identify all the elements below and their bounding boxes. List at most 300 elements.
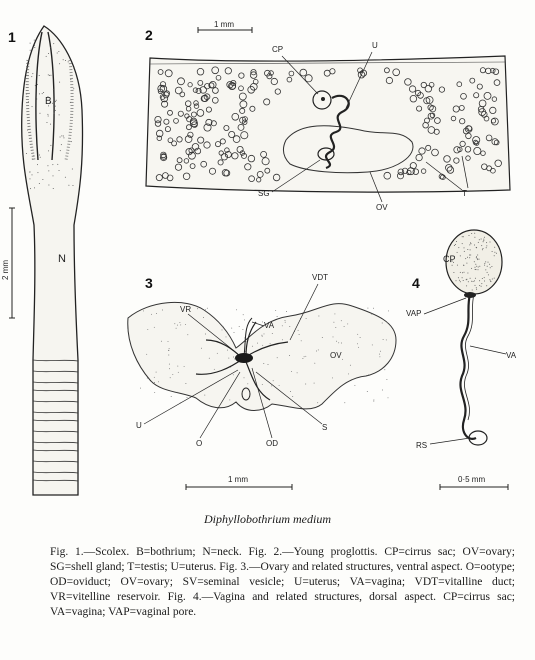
stipple-dot	[470, 249, 471, 250]
stipple-dot	[474, 233, 475, 234]
stipple-dot	[168, 350, 169, 351]
stipple-dot	[476, 257, 477, 258]
stipple-dot	[48, 150, 49, 151]
stipple-dot	[29, 172, 30, 173]
stipple-dot	[72, 185, 73, 186]
stipple-dot	[168, 341, 169, 342]
stipple-dot	[29, 93, 30, 94]
stipple-dot	[35, 85, 36, 86]
stipple-dot	[34, 187, 35, 188]
stipple-dot	[73, 88, 74, 89]
stipple-dot	[466, 279, 467, 280]
stipple-dot	[39, 113, 40, 114]
stipple-dot	[476, 256, 477, 257]
stipple-dot	[231, 328, 232, 329]
stipple-dot	[347, 323, 348, 324]
stipple-dot	[301, 340, 302, 341]
stipple-dot	[197, 308, 198, 309]
stipple-dot	[29, 178, 30, 179]
stipple-dot	[48, 53, 49, 54]
fig4-scale-label: 0·5 mm	[458, 475, 486, 484]
stipple-dot	[483, 241, 484, 242]
stipple-dot	[481, 286, 482, 287]
stipple-dot	[37, 84, 38, 85]
stipple-dot	[48, 115, 49, 116]
stipple-dot	[46, 122, 47, 123]
stipple-dot	[383, 339, 384, 340]
stipple-dot	[357, 343, 358, 344]
fig2-label-t: T	[462, 189, 467, 198]
stipple-dot	[484, 277, 485, 278]
stipple-dot	[388, 397, 389, 398]
stipple-dot	[367, 308, 368, 309]
segment-line	[33, 371, 78, 372]
stipple-dot	[52, 103, 53, 104]
stipple-dot	[43, 92, 44, 93]
stipple-dot	[222, 329, 223, 330]
segment-line	[33, 461, 78, 462]
stipple-dot	[177, 392, 178, 393]
stipple-dot	[184, 366, 185, 367]
stipple-dot	[243, 314, 244, 315]
figure-title: Diphyllobothrium medium	[204, 512, 331, 526]
stipple-dot	[205, 309, 206, 310]
stipple-dot	[318, 316, 319, 317]
stipple-dot	[342, 359, 343, 360]
stipple-dot	[272, 333, 273, 334]
stipple-dot	[172, 374, 173, 375]
fig3-label-od: OD	[266, 439, 278, 448]
vaginal-pore	[464, 292, 476, 298]
stipple-dot	[289, 355, 290, 356]
fig3-label-va: VA	[264, 321, 275, 330]
stipple-dot	[475, 278, 476, 279]
stipple-dot	[32, 158, 33, 159]
stipple-dot	[484, 281, 485, 282]
stipple-dot	[335, 327, 336, 328]
stipple-dot	[484, 265, 485, 266]
stipple-dot	[459, 280, 460, 281]
stipple-dot	[63, 137, 64, 138]
stipple-dot	[53, 43, 54, 44]
stipple-dot	[487, 272, 488, 273]
stipple-dot	[59, 63, 60, 64]
stipple-dot	[471, 243, 472, 244]
stipple-dot	[471, 233, 472, 234]
stipple-dot	[477, 255, 478, 256]
stipple-dot	[475, 264, 476, 265]
stipple-dot	[490, 281, 491, 282]
stipple-dot	[178, 372, 179, 373]
fig3-label-ov: OV	[330, 351, 342, 360]
stipple-dot	[322, 337, 323, 338]
stipple-dot	[472, 290, 473, 291]
stipple-dot	[282, 325, 283, 326]
stipple-dot	[275, 310, 276, 311]
stipple-dot	[452, 265, 453, 266]
stipple-dot	[242, 329, 243, 330]
stipple-dot	[28, 101, 29, 102]
stipple-dot	[388, 310, 389, 311]
stipple-dot	[277, 357, 278, 358]
stipple-dot	[214, 369, 215, 370]
stipple-dot	[30, 188, 31, 189]
stipple-dot	[474, 280, 475, 281]
fig4-leader-rs	[430, 438, 470, 444]
stipple-dot	[154, 327, 155, 328]
stipple-dot	[465, 258, 466, 259]
segment-line	[33, 401, 78, 402]
stipple-dot	[32, 73, 33, 74]
stipple-dot	[229, 399, 230, 400]
stipple-dot	[53, 188, 54, 189]
stipple-dot	[158, 381, 159, 382]
stipple-dot	[366, 375, 367, 376]
stipple-dot	[32, 106, 33, 107]
stipple-dot	[34, 45, 35, 46]
stipple-dot	[456, 280, 457, 281]
stipple-dot	[53, 89, 54, 90]
stipple-dot	[286, 311, 287, 312]
stipple-dot	[271, 385, 272, 386]
fig3-ovary	[128, 273, 396, 490]
stipple-dot	[33, 155, 34, 156]
stipple-dot	[239, 326, 240, 327]
stipple-dot	[481, 283, 482, 284]
stipple-dot	[156, 372, 157, 373]
stipple-dot	[42, 93, 43, 94]
stipple-dot	[478, 267, 479, 268]
stipple-dot	[386, 339, 387, 340]
stipple-dot	[491, 266, 492, 267]
stipple-dot	[291, 371, 292, 372]
stipple-dot	[52, 175, 53, 176]
stipple-dot	[236, 309, 237, 310]
stipple-dot	[384, 369, 385, 370]
stipple-dot	[257, 343, 258, 344]
stipple-dot	[177, 366, 178, 367]
stipple-dot	[471, 281, 472, 282]
stipple-dot	[489, 264, 490, 265]
stipple-dot	[70, 79, 71, 80]
stipple-dot	[59, 82, 60, 83]
segment-line	[33, 420, 78, 421]
stipple-dot	[61, 144, 62, 145]
stipple-dot	[26, 153, 27, 154]
stipple-dot	[475, 285, 476, 286]
stipple-dot	[262, 321, 263, 322]
stipple-dot	[57, 52, 58, 53]
stipple-dot	[486, 242, 487, 243]
stipple-dot	[290, 391, 291, 392]
stipple-dot	[371, 314, 372, 315]
stipple-dot	[228, 358, 229, 359]
stipple-dot	[298, 330, 299, 331]
stipple-dot	[479, 280, 480, 281]
stipple-dot	[478, 269, 479, 270]
stipple-dot	[48, 74, 49, 75]
stipple-dot	[482, 278, 483, 279]
stipple-dot	[270, 343, 271, 344]
fig2-label-cp: CP	[272, 45, 284, 54]
stipple-dot	[478, 242, 479, 243]
stipple-dot	[460, 281, 461, 282]
segment-line	[33, 431, 78, 432]
stipple-dot	[170, 377, 171, 378]
stipple-dot	[180, 324, 181, 325]
stipple-dot	[60, 150, 61, 151]
stipple-dot	[302, 358, 303, 359]
stipple-dot	[460, 272, 461, 273]
stipple-dot	[217, 353, 218, 354]
stipple-dot	[169, 348, 170, 349]
stipple-dot	[207, 308, 208, 309]
stipple-dot	[494, 255, 495, 256]
stipple-dot	[379, 356, 380, 357]
stipple-dot	[469, 235, 470, 236]
stipple-dot	[55, 101, 56, 102]
stipple-dot	[490, 267, 491, 268]
stipple-dot	[154, 382, 155, 383]
stipple-dot	[262, 384, 263, 385]
stipple-dot	[285, 322, 286, 323]
fig4-label-va: VA	[506, 351, 517, 360]
stipple-dot	[187, 397, 188, 398]
stipple-dot	[143, 310, 144, 311]
stipple-dot	[458, 277, 459, 278]
fig3-label-o: O	[196, 439, 203, 448]
stipple-dot	[244, 319, 245, 320]
stipple-dot	[187, 334, 188, 335]
stipple-dot	[379, 354, 380, 355]
stipple-dot	[474, 237, 475, 238]
stipple-dot	[39, 183, 40, 184]
stipple-dot	[483, 240, 484, 241]
fig2-scale-label: 1 mm	[214, 20, 234, 29]
fig4-number: 4	[412, 275, 420, 291]
stipple-dot	[494, 252, 495, 253]
stipple-dot	[50, 75, 51, 76]
stipple-dot	[382, 390, 383, 391]
stipple-dot	[279, 385, 280, 386]
stipple-dot	[338, 342, 339, 343]
stipple-dot	[56, 100, 57, 101]
stipple-dot	[60, 137, 61, 138]
stipple-dot	[477, 258, 478, 259]
stipple-dot	[476, 269, 477, 270]
fig4-leader-va	[470, 346, 506, 354]
stipple-dot	[317, 402, 318, 403]
stipple-dot	[222, 326, 223, 327]
stipple-dot	[474, 245, 475, 246]
stipple-dot	[336, 341, 337, 342]
fig1-scolex	[1, 26, 83, 495]
stipple-dot	[490, 242, 491, 243]
stipple-dot	[463, 280, 464, 281]
segment-line	[33, 360, 78, 361]
fig1-scale-label: 2 mm	[1, 260, 10, 280]
stipple-dot	[489, 279, 490, 280]
stipple-dot	[68, 61, 69, 62]
stipple-dot	[373, 399, 374, 400]
stipple-dot	[47, 114, 48, 115]
stipple-dot	[492, 251, 493, 252]
fig3-label-s: S	[322, 423, 328, 432]
stipple-dot	[476, 247, 477, 248]
fig3-scale-label: 1 mm	[228, 475, 248, 484]
stipple-dot	[474, 261, 475, 262]
stipple-dot	[297, 372, 298, 373]
stipple-dot	[457, 252, 458, 253]
stipple-dot	[373, 401, 374, 402]
stipple-dot	[455, 244, 456, 245]
stipple-dot	[481, 245, 482, 246]
stipple-dot	[292, 396, 293, 397]
stipple-dot	[305, 384, 306, 385]
stipple-dot	[36, 99, 37, 100]
stipple-dot	[367, 391, 368, 392]
stipple-dot	[496, 253, 497, 254]
stipple-dot	[63, 136, 64, 137]
stipple-dot	[314, 383, 315, 384]
stipple-dot	[273, 380, 274, 381]
stipple-dot	[479, 259, 480, 260]
stipple-dot	[55, 106, 56, 107]
stipple-dot	[48, 170, 49, 171]
stipple-dot	[463, 236, 464, 237]
stipple-dot	[162, 310, 163, 311]
stipple-dot	[154, 377, 155, 378]
stipple-dot	[386, 379, 387, 380]
stipple-dot	[316, 351, 317, 352]
stipple-dot	[50, 145, 51, 146]
stipple-dot	[486, 245, 487, 246]
fig3-label-u: U	[136, 421, 142, 430]
stipple-dot	[140, 388, 141, 389]
stipple-dot	[252, 346, 253, 347]
stipple-dot	[39, 93, 40, 94]
stipple-dot	[244, 377, 245, 378]
stipple-dot	[59, 114, 60, 115]
segment-line	[33, 480, 78, 481]
stipple-dot	[52, 164, 53, 165]
stipple-dot	[470, 278, 471, 279]
stipple-dot	[179, 322, 180, 323]
stipple-dot	[453, 272, 454, 273]
stipple-dot	[467, 273, 468, 274]
stipple-dot	[473, 281, 474, 282]
stipple-dot	[37, 172, 38, 173]
fig4-vagina	[406, 230, 517, 490]
fig2-proglottis	[145, 20, 510, 212]
segment-line	[33, 442, 78, 443]
stipple-dot	[30, 50, 31, 51]
stipple-dot	[306, 318, 307, 319]
stipple-dot	[372, 344, 373, 345]
stipple-dot	[27, 130, 28, 131]
stipple-dot	[48, 185, 49, 186]
stipple-dot	[460, 255, 461, 256]
stipple-dot	[457, 265, 458, 266]
stipple-dot	[32, 174, 33, 175]
stipple-dot	[233, 357, 234, 358]
stipple-dot	[263, 363, 264, 364]
stipple-dot	[358, 347, 359, 348]
stipple-dot	[344, 402, 345, 403]
stipple-dot	[479, 266, 480, 267]
stipple-dot	[151, 314, 152, 315]
stipple-dot	[57, 164, 58, 165]
stipple-dot	[494, 247, 495, 248]
stipple-dot	[205, 334, 206, 335]
stipple-dot	[487, 266, 488, 267]
stipple-dot	[464, 272, 465, 273]
stipple-dot	[146, 354, 147, 355]
stipple-dot	[54, 113, 55, 114]
stipple-dot	[475, 267, 476, 268]
fig3-label-vr: VR	[180, 305, 192, 314]
stipple-dot	[46, 56, 47, 57]
fig4-leader-vap	[424, 298, 466, 314]
stipple-dot	[488, 274, 489, 275]
stipple-dot	[262, 345, 263, 346]
stipple-dot	[176, 328, 177, 329]
stipple-dot	[488, 262, 489, 263]
fig1-label-n: N	[58, 253, 66, 265]
segment-line	[33, 390, 78, 391]
stipple-dot	[368, 374, 369, 375]
stipple-dot	[304, 356, 305, 357]
stipple-dot	[268, 364, 269, 365]
fig2-label-ov: OV	[376, 203, 388, 212]
stipple-dot	[360, 337, 361, 338]
stipple-dot	[484, 263, 485, 264]
stipple-dot	[481, 239, 482, 240]
stipple-dot	[42, 179, 43, 180]
stipple-dot	[171, 396, 172, 397]
stipple-dot	[63, 59, 64, 60]
stipple-dot	[58, 51, 59, 52]
stipple-dot	[73, 68, 74, 69]
stipple-dot	[277, 316, 278, 317]
stipple-dot	[247, 383, 248, 384]
stipple-dot	[209, 358, 210, 359]
stipple-dot	[494, 278, 495, 279]
stipple-dot	[169, 364, 170, 365]
stipple-dot	[486, 247, 487, 248]
stipple-dot	[458, 247, 459, 248]
stipple-dot	[467, 257, 468, 258]
stipple-dot	[203, 317, 204, 318]
stipple-dot	[147, 329, 148, 330]
stipple-dot	[305, 356, 306, 357]
stipple-dot	[61, 135, 62, 136]
segment-line	[33, 382, 78, 383]
stipple-dot	[31, 76, 32, 77]
stipple-dot	[333, 336, 334, 337]
stipple-dot	[34, 40, 35, 41]
stipple-dot	[299, 334, 300, 335]
stipple-dot	[486, 285, 487, 286]
stipple-dot	[289, 326, 290, 327]
segment-line	[33, 412, 78, 413]
stipple-dot	[483, 248, 484, 249]
stipple-dot	[49, 75, 50, 76]
stipple-dot	[59, 170, 60, 171]
fig4-label-cp: CP	[443, 254, 456, 264]
cirrus-sac-center	[321, 97, 325, 101]
stipple-dot	[484, 237, 485, 238]
